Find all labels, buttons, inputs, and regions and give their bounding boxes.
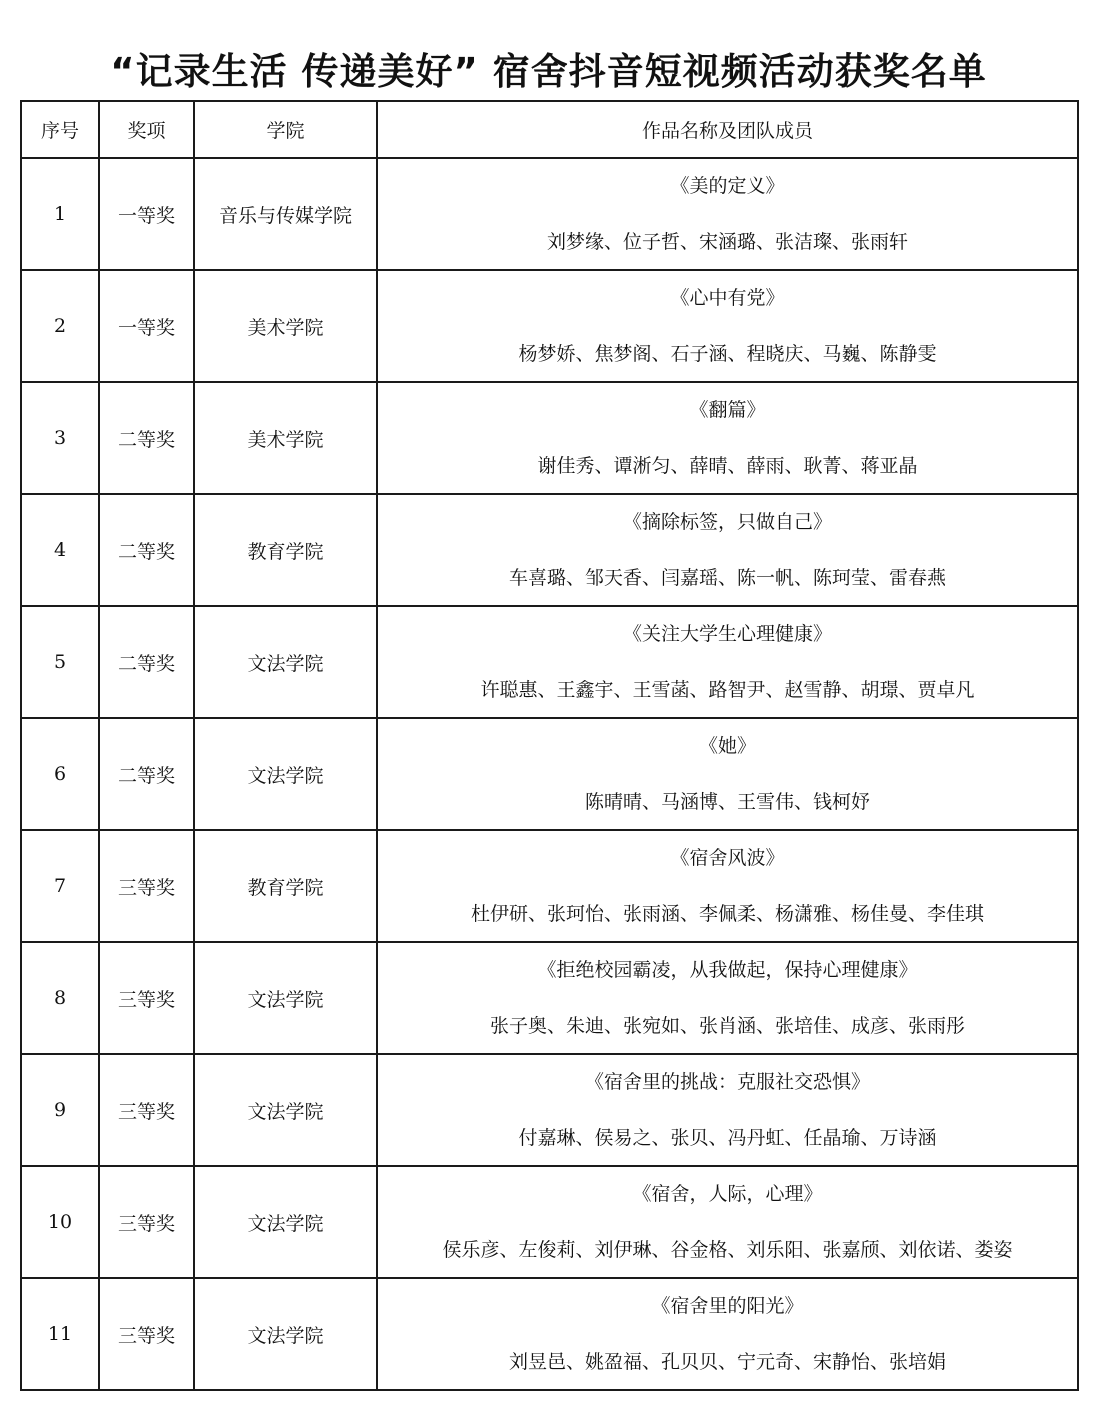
- table-row: [21, 718, 1078, 830]
- work-title: 《宿舍风波》: [670, 847, 785, 869]
- cell-work: [377, 1054, 1078, 1166]
- cell-work: [377, 1166, 1078, 1278]
- cell-college: 文法学院: [194, 942, 377, 1054]
- cell-award: 三等奖: [99, 942, 194, 1054]
- cell-college: 音乐与传媒学院: [194, 158, 377, 270]
- cell-work: [377, 718, 1078, 830]
- header-row: [21, 101, 1078, 158]
- header-work: 作品名称及团队成员: [377, 101, 1078, 158]
- cell-index: 11: [21, 1278, 99, 1390]
- cell-award: 二等奖: [99, 606, 194, 718]
- work-members: 陈晴晴、马涵博、王雪伟、钱柯妤: [584, 791, 870, 813]
- cell-college: 教育学院: [194, 830, 377, 942]
- cell-college: 美术学院: [194, 382, 377, 494]
- cell-work: [377, 1278, 1078, 1390]
- work-members: 侯乐彦、左俊莉、刘伊琳、谷金格、刘乐阳、张嘉颀、刘依诺、娄姿: [442, 1239, 1013, 1261]
- header-index: 序号: [21, 101, 99, 158]
- cell-award: 二等奖: [99, 494, 194, 606]
- table-row: [21, 1278, 1078, 1390]
- cell-college: 文法学院: [194, 606, 377, 718]
- table-row: [21, 270, 1078, 382]
- work-members: 杜伊研、张珂怡、张雨涵、李佩柔、杨潇雅、杨佳曼、李佳琪: [470, 903, 984, 925]
- cell-work: [377, 382, 1078, 494]
- work-title: 《拒绝校园霸凌，从我做起，保持心理健康》: [537, 959, 918, 981]
- award-table: [20, 100, 1079, 1391]
- cell-award: 二等奖: [99, 718, 194, 830]
- cell-index: 10: [21, 1166, 99, 1278]
- cell-work: [377, 494, 1078, 606]
- work-title: 《宿舍里的挑战：克服社交恐惧》: [584, 1071, 870, 1093]
- work-title: 《翻篇》: [689, 399, 766, 421]
- cell-index: 3: [21, 382, 99, 494]
- cell-award: 一等奖: [99, 158, 194, 270]
- work-members: 刘梦缘、位子哲、宋涵璐、张洁璨、张雨轩: [546, 231, 908, 253]
- cell-work: [377, 942, 1078, 1054]
- table-row: [21, 158, 1078, 270]
- cell-index: 4: [21, 494, 99, 606]
- cell-index: 6: [21, 718, 99, 830]
- cell-award: 二等奖: [99, 382, 194, 494]
- table-header: [21, 101, 1078, 158]
- table-row: [21, 606, 1078, 718]
- header-college: 学院: [194, 101, 377, 158]
- cell-index: 2: [21, 270, 99, 382]
- work-title: 《宿舍，人际，心理》: [632, 1183, 823, 1205]
- document-title: “记录生活 传递美好” 宿舍抖音短视频活动获奖名单: [110, 50, 987, 93]
- work-members: 谢佳秀、谭淅匀、薛晴、薛雨、耿菁、蒋亚晶: [537, 455, 918, 477]
- work-title: 《心中有党》: [670, 287, 785, 309]
- work-title: 《她》: [698, 735, 756, 757]
- cell-index: 7: [21, 830, 99, 942]
- table-row: [21, 494, 1078, 606]
- table-row: [21, 1166, 1078, 1278]
- table-row: [21, 942, 1078, 1054]
- work-title: 《摘除标签，只做自己》: [622, 511, 832, 533]
- table-row: [21, 830, 1078, 942]
- work-title: 《宿舍里的阳光》: [651, 1295, 804, 1317]
- table-row: [21, 1054, 1078, 1166]
- work-members: 刘昱邑、姚盈福、孔贝贝、宁元奇、宋静怡、张培娟: [508, 1351, 946, 1373]
- cell-college: 文法学院: [194, 1054, 377, 1166]
- cell-award: 三等奖: [99, 1166, 194, 1278]
- cell-work: [377, 606, 1078, 718]
- cell-award: 一等奖: [99, 270, 194, 382]
- cell-work: [377, 270, 1078, 382]
- cell-college: 教育学院: [194, 494, 377, 606]
- cell-college: 美术学院: [194, 270, 377, 382]
- cell-work: [377, 830, 1078, 942]
- work-members: 杨梦娇、焦梦阁、石子涵、程晓庆、马巍、陈静雯: [518, 343, 937, 365]
- cell-work: [377, 158, 1078, 270]
- work-members: 车喜璐、邹天香、闫嘉瑶、陈一帆、陈珂莹、雷春燕: [508, 567, 946, 589]
- cell-index: 1: [21, 158, 99, 270]
- work-members: 许聪惠、王鑫宇、王雪菡、路智尹、赵雪静、胡璟、贾卓凡: [480, 679, 975, 701]
- cell-award: 三等奖: [99, 1278, 194, 1390]
- table-body: [21, 158, 1078, 1390]
- work-members: 付嘉琳、侯易之、张贝、冯丹虹、任晶瑜、万诗涵: [518, 1127, 937, 1149]
- table-row: [21, 382, 1078, 494]
- cell-index: 9: [21, 1054, 99, 1166]
- cell-index: 8: [21, 942, 99, 1054]
- cell-college: 文法学院: [194, 1166, 377, 1278]
- work-title: 《美的定义》: [670, 175, 785, 197]
- cell-index: 5: [21, 606, 99, 718]
- cell-college: 文法学院: [194, 1278, 377, 1390]
- work-title: 《关注大学生心理健康》: [622, 623, 832, 645]
- work-members: 张子奥、朱迪、张宛如、张肖涵、张培佳、成彦、张雨彤: [489, 1015, 965, 1037]
- header-award: 奖项: [99, 101, 194, 158]
- cell-award: 三等奖: [99, 1054, 194, 1166]
- cell-college: 文法学院: [194, 718, 377, 830]
- cell-award: 三等奖: [99, 830, 194, 942]
